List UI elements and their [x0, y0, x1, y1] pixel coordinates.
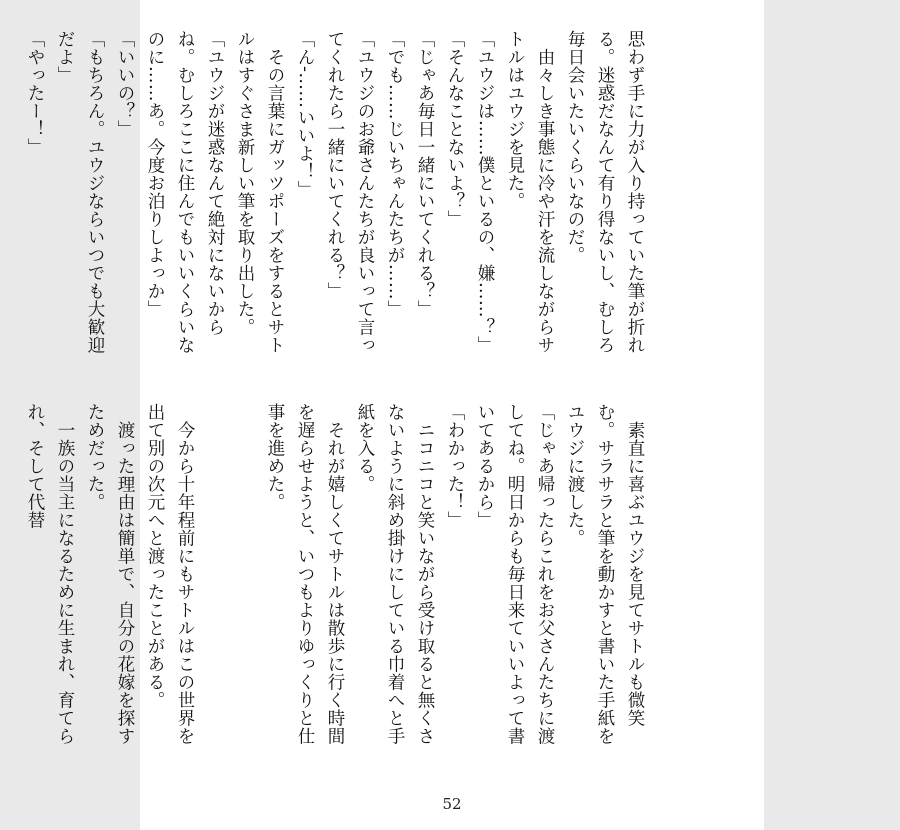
paragraph: その言葉にガッツポーズをするとサトルはすぐさま新しい筆を取り出した。 — [235, 30, 285, 354]
paragraph: 今から十年程前にもサトルはこの世界を出て別の次元へと渡ったことがある。 — [145, 403, 195, 745]
blank-line — [200, 403, 230, 753]
blank-line — [230, 403, 260, 753]
paragraph: 一族の当主になるために生まれ、育てられ、そして代替 — [25, 403, 75, 745]
page-number: 52 — [442, 795, 462, 813]
paragraph: ニコニコと笑いながら受け取ると無くさないように斜め掛けにしている巾着へと手紙を入る。 — [355, 403, 435, 745]
paragraph: それが嬉しくてサトルは散歩に行く時間を遅らせようと、いつもよりゆっくりと仕事を進めた。 — [265, 403, 345, 745]
dialogue-line: 「ユウジのお爺さんたちが良いって言ってくれたら一緒にいてくれる？」 — [325, 30, 375, 354]
dialogue-line: 「でも……じいちゃんたちが……」 — [385, 30, 405, 318]
lower-text-tier — [25, 403, 650, 753]
paragraph: 渡った理由は簡単で、自分の花嫁を探すためだった。 — [85, 403, 135, 745]
dialogue-line: 「ん-……いいよ！」 — [295, 30, 315, 199]
paragraph: 思わず手に力が入り持っていた筆が折れる。迷惑だなんて有り得ないし、むしろ毎日会いたいくらいなのだ。 — [565, 30, 645, 354]
paragraph: 由々しき事態に冷や汗を流しながらサトルはユウジを見た。 — [505, 30, 555, 354]
dialogue-line: 「いいの？」 — [115, 30, 135, 138]
dialogue-line: 「じゃあ帰ったらこれをお父さんたちに渡してね。明日からも毎日来ていいよって書いてあるから」 — [475, 403, 555, 745]
dialogue-line: 「もちろん。ユウジならいつでも大歓迎だよ」 — [55, 30, 105, 354]
upper-text-tier — [25, 30, 650, 370]
dialogue-line: 「ユウジが迷惑なんて絶対にないからね。むしろここに住んでもいいくらいなのに……あ。今度お泊りしよっか」 — [145, 30, 225, 354]
dialogue-line: 「じゃあ毎日一緒にいてくれる？」 — [415, 30, 435, 318]
book-page — [25, 0, 764, 830]
dialogue-line: 「わかった！」 — [445, 403, 465, 529]
dialogue-line: 「ユウジは……僕といるの、嫌……？」 — [475, 30, 495, 354]
paragraph: 素直に喜ぶユウジを見てサトルも微笑む。サラサラと筆を動かすと書いた手紙をユウジに渡した。 — [565, 403, 645, 745]
dialogue-line: 「そんなことないよ？」 — [445, 30, 465, 228]
dialogue-line: 「やったー！」 — [25, 30, 45, 156]
